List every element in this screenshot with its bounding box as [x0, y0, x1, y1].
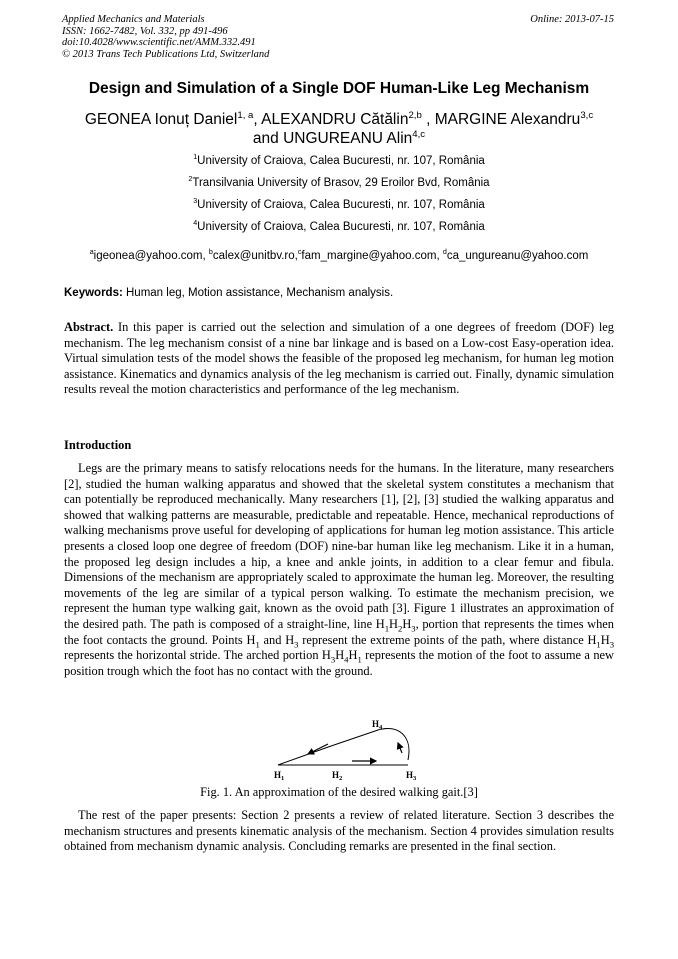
email-link[interactable]: igeonea@yahoo.com, — [93, 250, 209, 262]
email-link[interactable]: ca_ungureanu@yahoo.com — [446, 250, 589, 262]
section-heading: Introduction — [64, 438, 132, 452]
author-name: UNGUREANU Alin — [283, 130, 413, 147]
email-mark: d — [442, 248, 447, 257]
author-affiliation-mark: 3,c — [580, 109, 594, 121]
paper-title: Design and Simulation of a Single DOF Human-Like Leg Mechanism — [88, 80, 590, 97]
journal-header — [62, 14, 269, 60]
walking-gait-figure — [268, 718, 428, 784]
email-mark: c — [297, 248, 302, 257]
affiliation — [0, 199, 678, 211]
intro-text: represent the extreme points of the path, where distance — [298, 632, 588, 647]
online-date: Online: 2013-07-15 — [530, 14, 614, 25]
affiliation-number: 4 — [193, 219, 198, 228]
email-mark: a — [89, 248, 94, 257]
keywords-label: Keywords: — [64, 287, 123, 299]
label-h3: $H_3$ — [406, 770, 417, 782]
journal-doi[interactable]: doi:10.4028/www.scientific.net/AMM.332.491 — [62, 37, 256, 48]
email-list — [0, 250, 678, 262]
affiliation-text: Transilvania University of Brasov, 29 Eroilor Bvd, România — [192, 177, 490, 189]
abstract-label: Abstract. — [64, 320, 114, 334]
affiliation-number: 1 — [193, 153, 198, 162]
affiliation — [0, 177, 678, 189]
intro-text: , portion that represents the times when the foot contacts the ground. Points — [64, 616, 615, 647]
affiliation-text: University of Craiova, Calea Bucuresti, nr. 107, România — [197, 155, 485, 167]
direction-arrow-up — [398, 743, 402, 753]
affiliation — [0, 221, 678, 233]
author-separator: , — [421, 111, 435, 128]
affiliation-text: University of Craiova, Calea Bucuresti, nr. 107, România — [197, 221, 485, 233]
path-symbol: $H_1H_2H_3$ — [375, 616, 416, 634]
affiliation-number: 3 — [193, 197, 198, 206]
email-mark: b — [208, 248, 213, 257]
figure-caption: Fig. 1. An approximation of the desired walking gait.[3] — [200, 785, 478, 799]
direction-arrow-left — [308, 744, 328, 754]
ovoid-arch-path — [278, 728, 409, 765]
affiliation — [0, 155, 678, 167]
path-symbol: $H_1$ — [246, 632, 260, 649]
author-name: GEONEA Ionuț Daniel — [84, 111, 238, 128]
path-symbol: $H_3H_4H_1$ — [321, 648, 362, 665]
email-link[interactable]: fam_margine@yahoo.com, — [301, 250, 443, 262]
path-symbol: $H_3$ — [285, 632, 299, 649]
affiliation-number: 2 — [188, 175, 193, 184]
abstract — [64, 320, 614, 398]
intro-paragraph-1 — [64, 461, 614, 679]
author-list — [40, 110, 638, 148]
author-name: ALEXANDRU Cătălin — [261, 111, 409, 128]
label-h4: $H_4$ — [372, 719, 383, 731]
keywords-text: Human leg, Motion assistance, Mechanism analysis. — [122, 287, 394, 299]
journal-copyright: © 2013 Trans Tech Publications Ltd, Switzerland — [62, 48, 270, 60]
keywords — [64, 287, 393, 299]
intro-text: represents the horizontal stride. The arched portion — [64, 648, 322, 663]
author-separator: and — [252, 130, 284, 147]
author-affiliation-mark: 4,c — [412, 128, 426, 140]
author-affiliation-mark: 2,b — [408, 109, 422, 121]
affiliation-text: University of Craiova, Calea Bucuresti, nr. 107, România — [197, 199, 485, 211]
journal-name: Applied Mechanics and Materials — [62, 14, 205, 25]
abstract-text: In this paper is carried out the selection and simulation of a one degrees of freedom (DOF) leg mechanism. The leg mechanism consist of a nine bar linkage and is based on a Low-cost Easy-operation idea. Virtual simulation tests of the model shows the feasible of the proposed leg mechanism, for human leg motion assistance. Kinematics and dynamics analysis of the leg mechanism is carried out. Finally, dynamic simulation results reveal the motion characteristics and performance of the leg mechanism. — [64, 320, 614, 397]
intro-text: Legs are the primary means to satisfy relocations needs for the humans. In the literature, many researchers [2], studied the human walking apparatus and showed that the skeletal system constitutes a mechanism that can potentially be reproduced mechanically. Many researchers [1], [2], [3] studied the walking apparatus and showed that walking patterns are measurable, predictable and repeatable. Hence, mechanical reproductions of walking mechanisms prove useful for developing of applications for human leg motion assistance. This article presents a closed loop one degree of freedom (DOF) nine-bar human like leg mechanism. Like it in a human, the proposed leg design includes a hip, a knee and ankle joints, in addition to a clear femur and fibula. Dimensions of the mechanism are appropriately scaled to approximate the human leg. Moreover, the resulting movements of the leg are similar of a typical person walking. To estimate the mechanism precision, we represent the human type walking gait, known as the ovoid path [3]. Figure 1 illustrates an approximation of the desired path. The path is composed of a straight-line, line — [64, 461, 614, 631]
journal-issn: ISSN: 1662-7482, Vol. 332, pp 491-496 — [62, 25, 228, 37]
path-symbol: $H_1H_3$ — [587, 632, 615, 649]
author-separator: , — [253, 111, 262, 128]
label-h1: $H_1$ — [274, 770, 285, 782]
intro-text: and — [259, 632, 286, 647]
intro-paragraph-2: The rest of the paper presents: Section 2 presents a review of related literature. Section 3 describes the mechanism structures and presents kinematic analysis of the mechanism. Section 4 provides simulation results obtained from mechanism dynamic analysis. Concluding remarks are presented in the final section. — [64, 808, 614, 854]
email-link[interactable]: calex@unitbv.ro, — [212, 250, 298, 262]
label-h2: $H_2$ — [332, 770, 343, 782]
intro-text: represents the motion of the foot to assume a new position trough which the foot has no contact with the ground. — [64, 648, 614, 678]
author-affiliation-mark: 1, a — [237, 109, 254, 121]
author-name: MARGINE Alexandru — [434, 111, 581, 128]
